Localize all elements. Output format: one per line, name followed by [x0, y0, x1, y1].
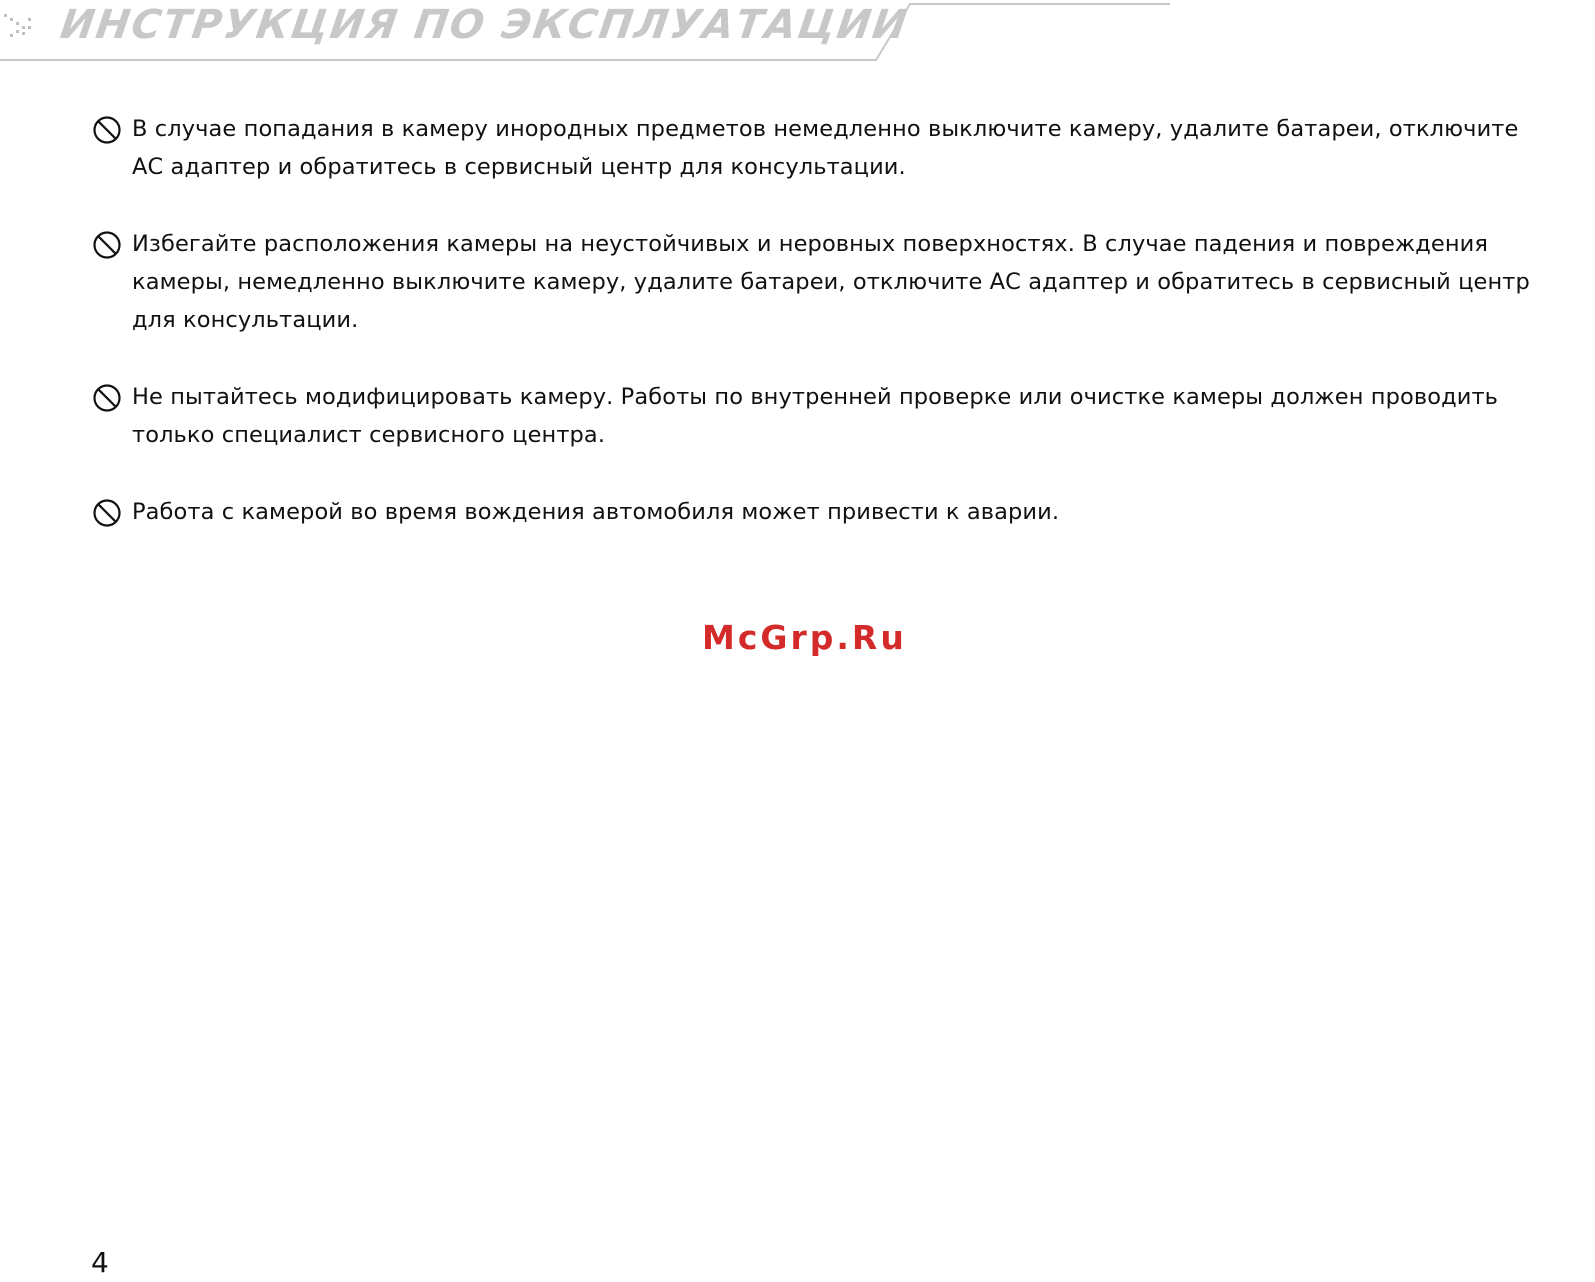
- page-number: 4: [91, 1246, 109, 1279]
- warning-item: [88, 225, 1588, 339]
- header-title: ИНСТРУКЦИЯ ПО ЭКСПЛУАТАЦИИ: [57, 2, 912, 48]
- watermark-text: McGrp.Ru: [702, 618, 907, 657]
- prohibited-icon: [92, 498, 122, 528]
- dots-icon: [4, 12, 40, 40]
- prohibited-icon: [92, 115, 122, 145]
- prohibited-icon: [92, 230, 122, 260]
- warning-text-line: Избегайте расположения камеры на неустойчивых и неровных поверхностях. В случае падения и повреждения: [132, 231, 1489, 257]
- warning-item: [88, 110, 1588, 186]
- warning-text-line: АС адаптер и обратитесь в сервисный центр для консультации.: [132, 154, 906, 180]
- warnings-list: [88, 110, 1588, 531]
- prohibited-icon: [92, 383, 122, 413]
- warning-text-line: только специалист сервисного центра.: [132, 422, 606, 448]
- warning-item: [88, 493, 1588, 531]
- warning-text-line: В случае попадания в камеру инородных предметов немедленно выключите камеру, удалите батареи, отключите: [132, 116, 1519, 142]
- warning-text-line: для консультации.: [132, 307, 359, 333]
- warning-item: [88, 378, 1588, 454]
- warning-text-line: камеры, немедленно выключите камеру, удалите батареи, отключите АС адаптер и обратитесь в сервисный центр: [132, 269, 1530, 295]
- warning-text-line: Не пытайтесь модифицировать камеру. Работы по внутренней проверке или очистке камеры должен проводить: [132, 384, 1499, 410]
- warning-text-line: Работа с камерой во время вождения автомобиля может привести к аварии.: [132, 499, 1060, 525]
- page-header: [0, 0, 1200, 64]
